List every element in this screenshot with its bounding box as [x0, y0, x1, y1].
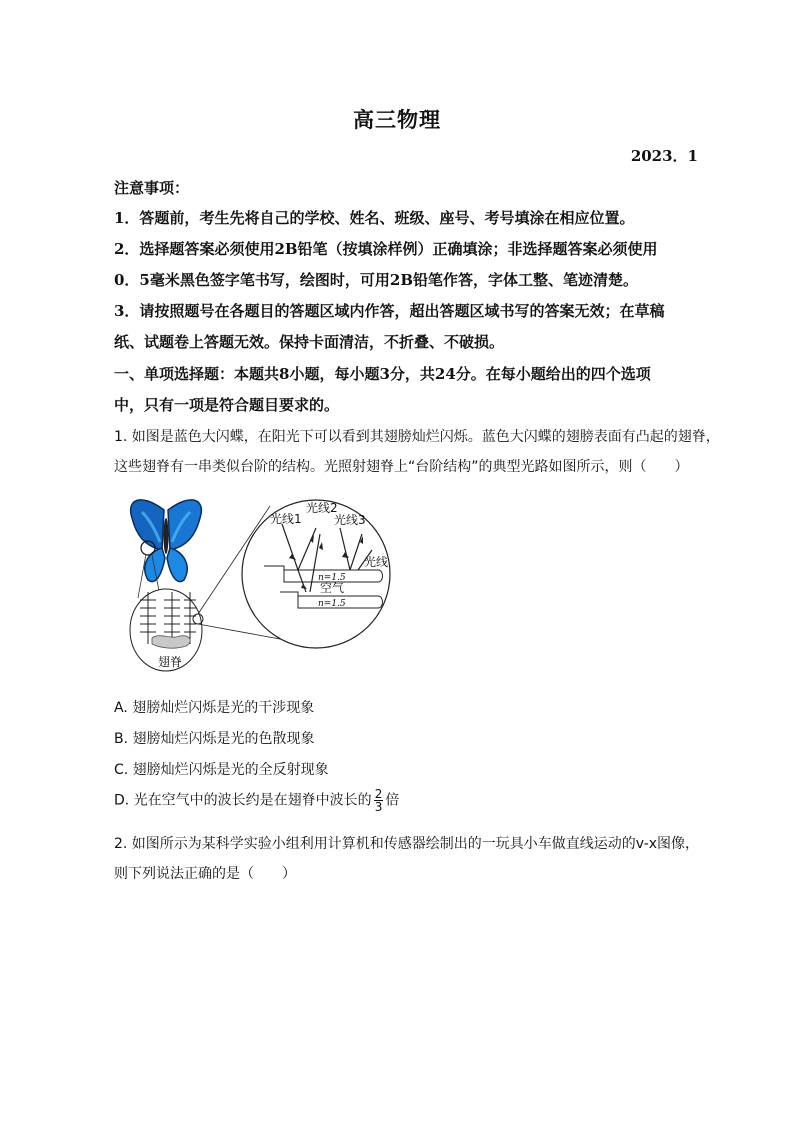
notes-heading: 注意事项： [114, 179, 190, 197]
light-path-diagram [242, 500, 390, 648]
fraction-denominator: 3 [374, 800, 383, 814]
option-a: A. 翅膀灿烂闪烁是光的干涉现象 [114, 700, 315, 716]
ridge-magnification [130, 589, 203, 671]
option-d [114, 788, 399, 813]
ray-4-label: 光线 [364, 555, 389, 569]
refractive-index-top: n=1.5 [318, 573, 346, 583]
page-title: 高三物理 [353, 107, 441, 132]
option-d-text: D. 光在空气中的波长约是在翅脊中波长的 [114, 792, 372, 809]
butterfly-light-path-figure [120, 488, 400, 678]
question-2-stem: 2. 如图所示为某科学实验小组利用计算机和传感器绘制出的一玩具小车做直线运动的v-x图像， [114, 836, 700, 852]
butterfly-image [131, 500, 202, 582]
ray-2-label: 光线2 [306, 501, 338, 515]
notes-line: 2．选择题答案必须使用2B铅笔（按填涂样例）正确填涂；非选择题答案必须使用 [114, 240, 658, 258]
question-2-stem: 则下列说法正确的是（ ） [114, 866, 296, 882]
notes-line: 3．请按照题号在各题目的答题区域内作答，超出答题区域书写的答案无效；在草稿 [114, 302, 665, 320]
air-label: 空气 [320, 581, 345, 595]
question-1-stem: 这些翅脊有一串类似台阶的结构。光照射翅脊上“台阶结构”的典型光路如图所示，则（ ） [114, 459, 689, 475]
fraction [374, 788, 384, 813]
fraction-numerator: 2 [374, 787, 383, 801]
ray-3-label: 光线3 [334, 513, 366, 527]
section-heading: 一、单项选择题：本题共8小题，每小题3分，共24分。在每小题给出的四个选项 [114, 365, 651, 383]
option-c: C. 翅膀灿烂闪烁是光的全反射现象 [114, 762, 329, 778]
exam-date: 2023．1 [630, 147, 698, 165]
refractive-index-bottom: n=1.5 [318, 599, 346, 609]
question-1-stem: 1. 如图是蓝色大闪蝶，在阳光下可以看到其翅膀灿烂闪烁。蓝色大闪蝶的翅膀表面有凸起的翅脊， [114, 429, 720, 445]
notes-line: 纸、试题卷上答题无效。保持卡面清洁，不折叠、不破损。 [114, 333, 505, 351]
ridge-label: 翅脊 [158, 655, 183, 669]
section-heading: 中，只有一项是符合题目要求的。 [114, 396, 340, 414]
option-d-suffix: 倍 [385, 792, 400, 809]
ray-1-label: 光线1 [270, 512, 302, 526]
notes-line: 0．5毫米黑色签字笔书写，绘图时，可用2B铅笔作答，字体工整、笔迹清楚。 [114, 271, 638, 289]
notes-line: 1．答题前，考生先将自己的学校、姓名、班级、座号、考号填涂在相应位置。 [114, 209, 635, 227]
option-b: B. 翅膀灿烂闪烁是光的色散现象 [114, 731, 315, 747]
